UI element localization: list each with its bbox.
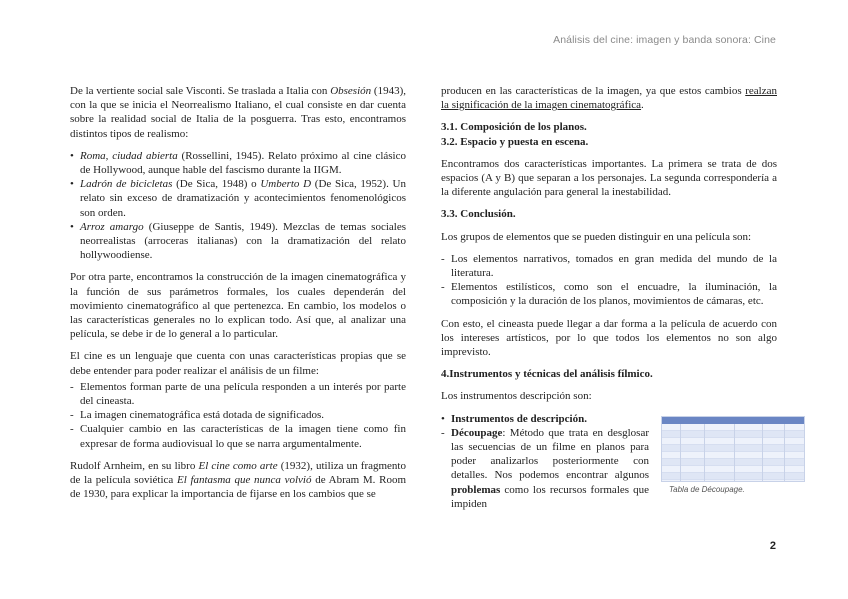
running-header: Análisis del cine: imagen y banda sonora: Cine (553, 34, 776, 46)
realism-list (70, 149, 406, 263)
list-item: - Los elementos narrativos, tomados en gran medida del mundo de la literatura. (441, 252, 777, 280)
decoupage-section (441, 412, 777, 511)
analysis-list (70, 380, 406, 451)
paragraph-construction: Por otra parte, encontramos la construcción de la imagen cinematográfica y la función de sus parámetros formales, los cuales dependerán del movimiento cinematográfico al que pertenezca. En cambio, los modelos o las características generales no lo explican todo. Así que, al analizar una película, se debe ir de lo general a lo particular. (70, 271, 406, 341)
list-item: - Elementos estilísticos, como son el encuadre, la iluminación, la composición y la duración de los planos, movimientos de cámaras, etc. (441, 281, 777, 308)
paragraph-instruments: Los instrumentos descripción son: (441, 390, 592, 403)
left-column (70, 84, 406, 509)
heading-3-1: 3.1. Composición de los planos. (441, 121, 587, 134)
list-item: • Roma, ciudad abierta (Rossellini, 1945). Relato próximo al cine clásico de Hollywood, aunque hable del fascismo durante la IIGM. (70, 149, 406, 177)
paragraph-changes: producen en las características de la imagen, ya que estos cambios realzan la significación de la imagen cinematográfica. (441, 85, 777, 112)
page-number: 2 (769, 540, 776, 552)
heading-3-3: 3.3. Conclusión. (441, 208, 516, 221)
film-title: Obsesión (330, 85, 372, 97)
list-item: - La imagen cinematográfica está dotada de significados. (70, 409, 325, 422)
heading-3-2: 3.2. Espacio y puesta en escena. (441, 135, 589, 148)
right-column (441, 84, 777, 519)
decoupage-item: - Découpage: Método que trata en desglosar las secuencias de un filme en planos para poder analizarlos posteriormente con detalles. Nos podemos encontrar algunos problemas como los recursos formales que impiden (441, 426, 649, 510)
list-item: • Arroz amargo (Giuseppe de Santis, 1949). Mezclas de temas sociales neorrealistas (arroceras italianas) con la dramatización del relato hollywoodiense. (70, 220, 406, 262)
paragraph-visconti: De la vertiente social sale Visconti. Se traslada a Italia con Obsesión (1943), con la que se inicia el Neorrealismo Italiano, el cual consiste en dar cuenta sobre la realidad social de Italia de la posguerra. Tras esto, encontramos distintos tipos de realismo: (70, 85, 407, 140)
paragraph-language: El cine es un lenguaje que cuenta con unas características propias que se debe entender para poder realizar el análisis de un filme: (70, 350, 406, 377)
list-item: - Elementos forman parte de una película responden a un interés por parte del cineasta. (70, 380, 406, 408)
list-item: • Instrumentos de descripción. (441, 412, 587, 425)
paragraph-characteristics: Encontramos dos características importantes. La primera se trata de dos espacios (A y B) que separan a los personajes. La segunda correspondería a la diferente angulación para general la inestabilidad. (441, 157, 777, 199)
list-item: • Ladrón de bicicletas (De Sica, 1948) o Umberto D (De Sica, 1952). Un relato sin exceso de dramatización y acontecimientos fenomenológicos son orden. (70, 178, 406, 219)
paragraph-cineasta: Con esto, el cineasta puede llegar a dar forma a la película de acuerdo con los intereses artísticos, por lo que todos los elementos no son algo imprevisto. (441, 317, 777, 359)
elements-list (441, 252, 777, 309)
paragraph-groups: Los grupos de elementos que se pueden distinguir en una película son: (441, 230, 752, 243)
decoupage-table-image (661, 416, 805, 482)
paragraph-arnheim: Rudolf Arnheim, en su libro El cine como arte (1932), utiliza un fragmento de la película soviética El fantasma que nunca volvió de Abram M. Room de 1930, para explicar la importancia de fijarse en los cambios que se (70, 459, 406, 501)
heading-4: 4.Instrumentos y técnicas del análisis fílmico. (441, 368, 653, 381)
list-item: - Cualquier cambio en las características de la imagen tiene como fin expresar de forma audiovisual lo que se narra argumentalmente. (70, 423, 406, 450)
table-caption: Tabla de Découpage. (669, 484, 745, 494)
